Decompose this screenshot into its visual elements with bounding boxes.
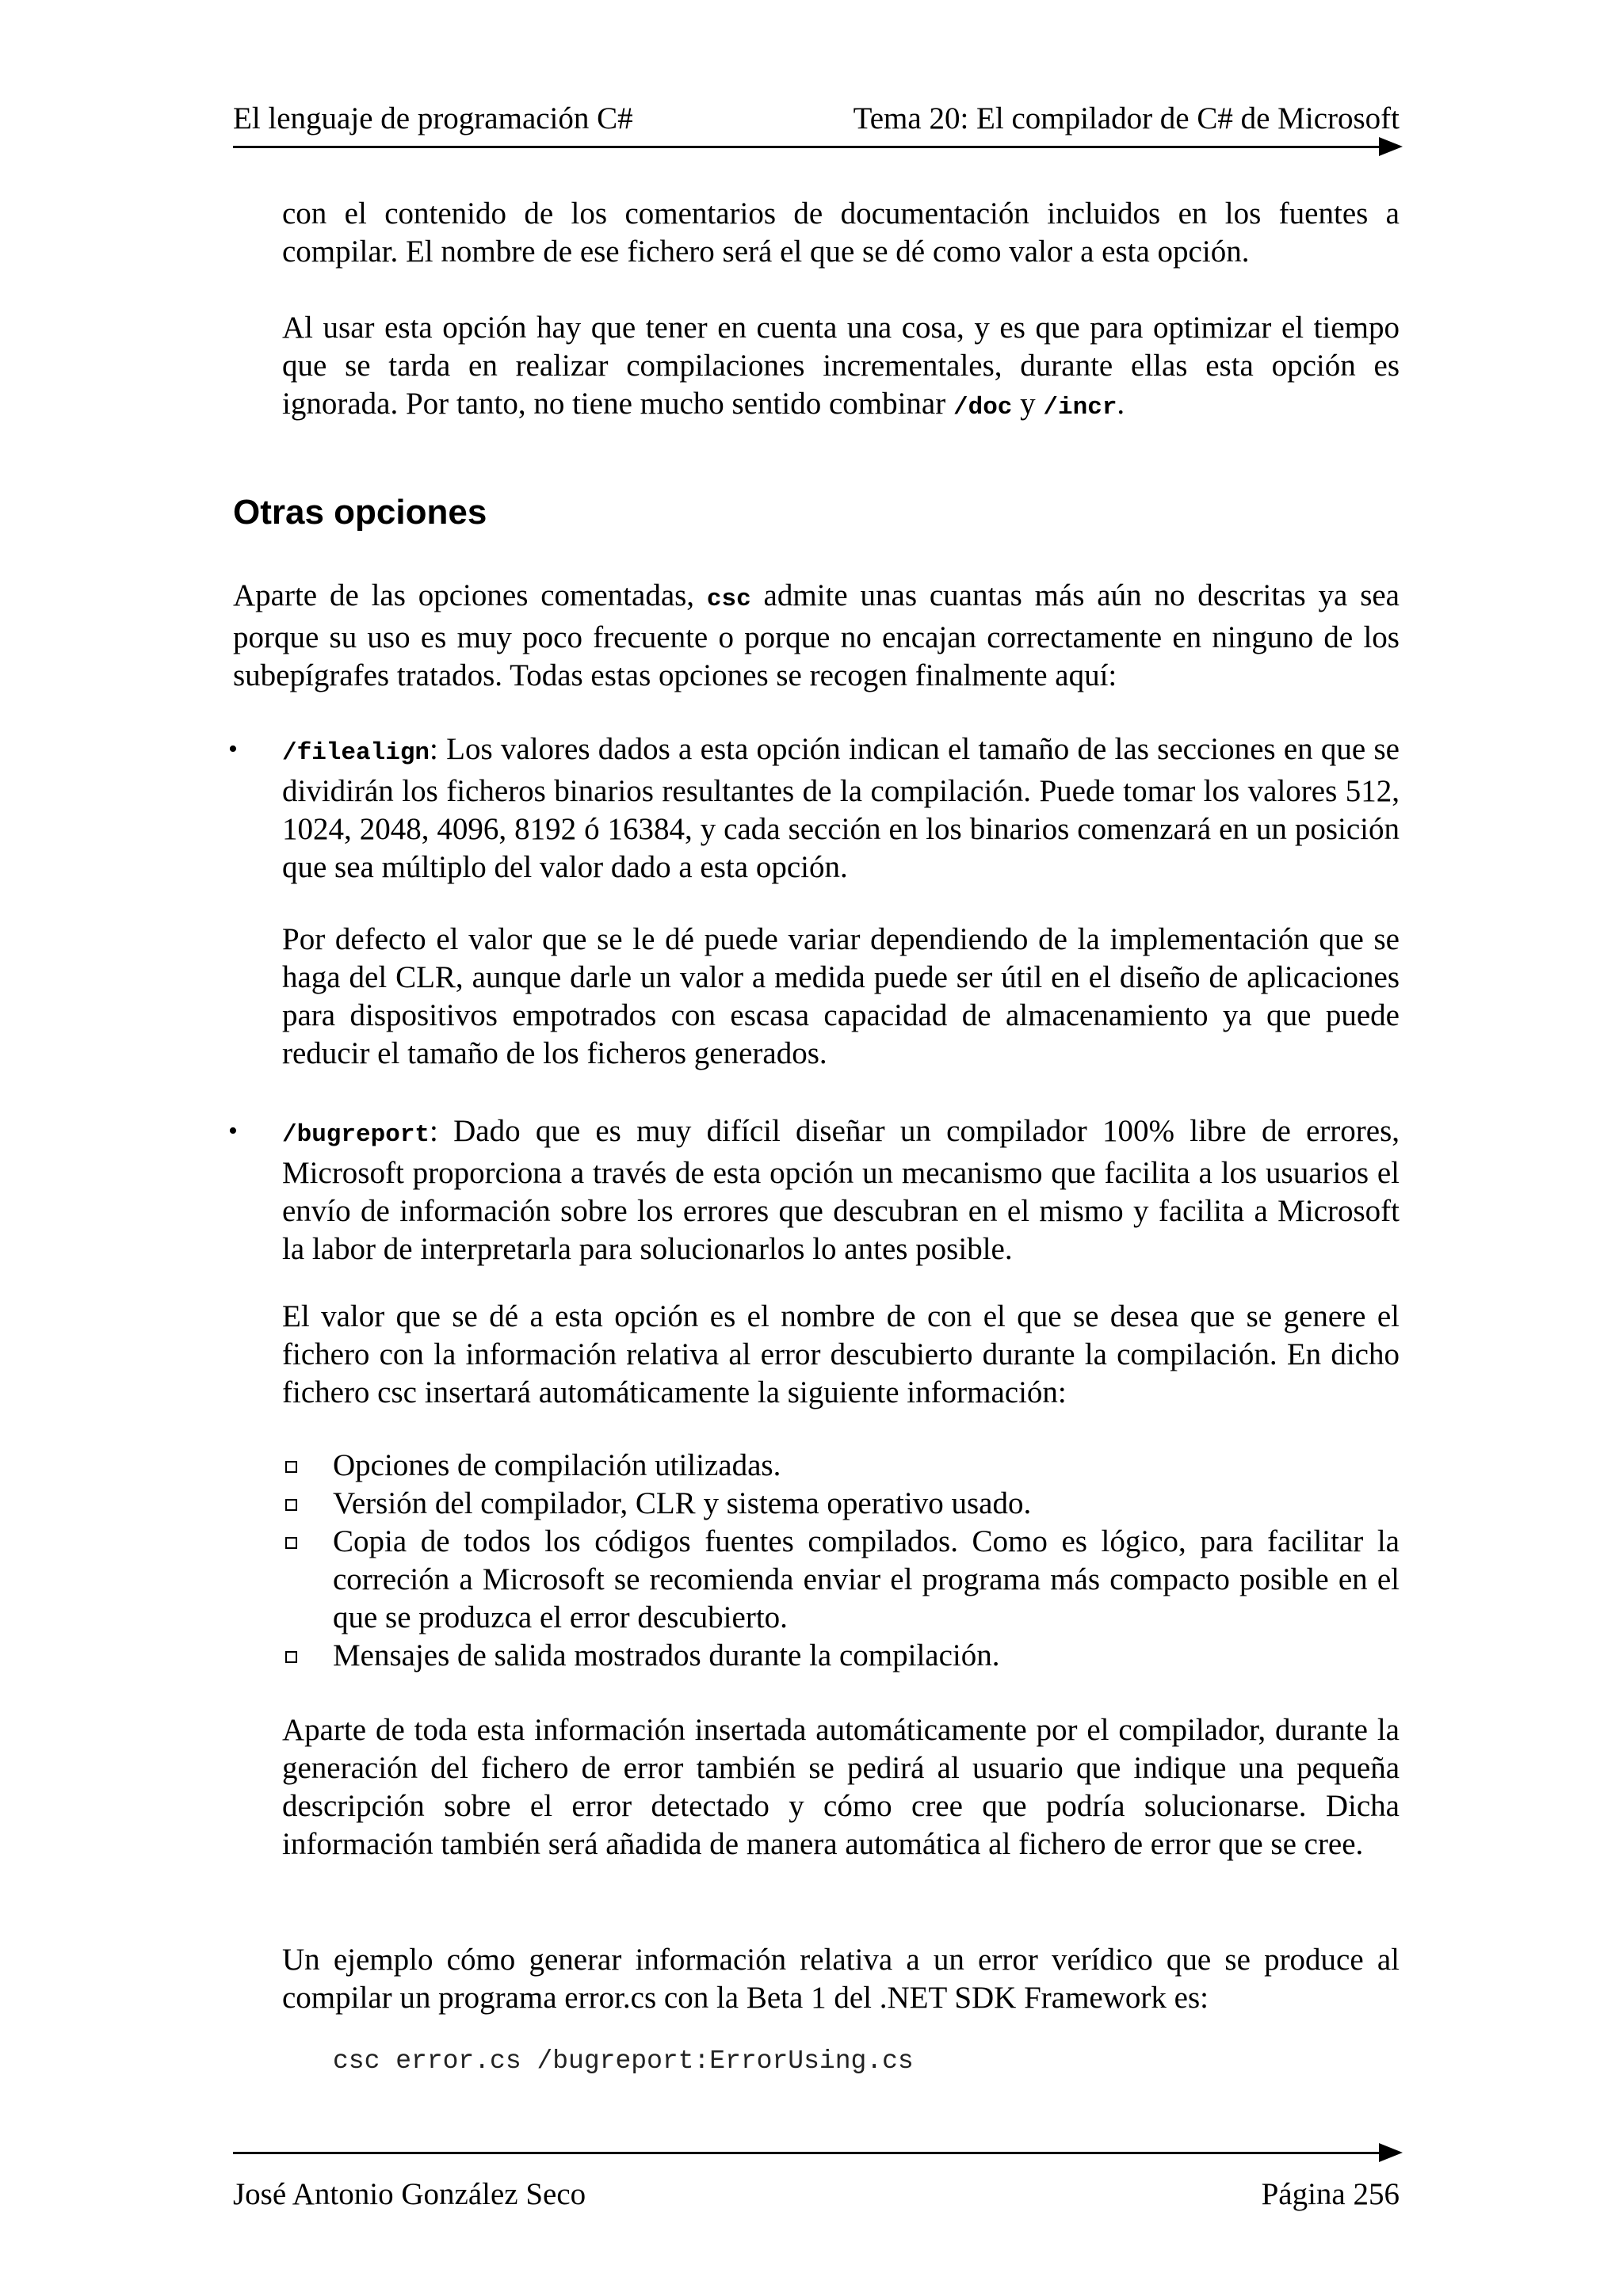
header-arrow-icon (1379, 137, 1403, 156)
section-heading: Otras opciones (233, 493, 487, 532)
bullet-icon: • (228, 1116, 238, 1146)
bullet-filealign-text: : Los valores dados a esta opción indican el tamaño de las secciones en que se dividirán los ficheros binarios resultantes de la compilación. Puede tomar los valores 512, 1024, 2048, 4096, 8192 ó 16384, y cada sección en los binarios comenzará en un posición que sea múltiplo del valor dado a esta opción. (282, 732, 1400, 884)
footer-author: José Antonio González Seco (233, 2177, 586, 2211)
section-intro-text-b: admite unas cuantas más aún no descritas ya sea porque su uso es muy poco frecuente o porque no encajan correctamente en ninguno de los subepígrafes tratados. Todas estas opciones se recogen finalmente aquí: (233, 578, 1400, 692)
page-header (233, 98, 1400, 139)
square-bullet-icon (285, 1651, 297, 1663)
header-chapter-title: Tema 20: El compilador de C# de Microsoft (853, 101, 1400, 135)
intro-p2-text-b: y (1012, 387, 1044, 421)
intro-p2-text-c: . (1117, 387, 1125, 421)
bullet-bugreport-para4: Un ejemplo cómo generar información relativa a un error verídico que se produce al compilar un programa error.cs con la Beta 1 del .NET SDK Framework es: (282, 1943, 1400, 2015)
square-bullet-icon (285, 1537, 297, 1549)
subitem-2: Versión del compilador, CLR y sistema operativo usado. (333, 1486, 1032, 1520)
footer-page-number: Página 256 (1261, 2177, 1400, 2211)
bullet-bugreport-para2: El valor que se dé a esta opción es el nombre de con el que se desea que se genere el fichero con la información relativa al error descubierto durante la compilación. En dicho fichero csc insertará automáticamente la siguiente información: (282, 1299, 1400, 1409)
header-rule (233, 146, 1385, 148)
page-footer (233, 2174, 1400, 2215)
code-csc: csc (706, 585, 751, 613)
bullet-bugreport (282, 1112, 1400, 1268)
bullet-filealign (282, 730, 1400, 887)
bullet-bugreport-text: : Dado que es muy difícil diseñar un compilador 100% libre de errores, Microsoft proporciona a través de esta opción un mecanismo que facilita a los usuarios el envío de información sobre los errores que descubran en el mismo y facilita a Microsoft la labor de interpretarla para solucionarlos lo antes posible. (282, 1114, 1400, 1266)
header-book-title: El lenguaje de programación C# (233, 101, 633, 135)
subitem-4: Mensajes de salida mostrados durante la compilación. (333, 1638, 1000, 1672)
bullet-filealign-para2: Por defecto el valor que se le dé puede variar dependiendo de la implementación que se haga del CLR, aunque darle un valor a medida puede ser útil en el diseño de aplicaciones para dispositivos empotrados con escasa capacidad de almacenamiento ya que puede reducir el tamaño de los ficheros generados. (282, 922, 1400, 1070)
footer-arrow-icon (1379, 2143, 1403, 2162)
square-bullet-icon (285, 1461, 297, 1473)
square-bullet-icon (285, 1499, 297, 1511)
section-intro-text-a: Aparte de las opciones comentadas, (233, 578, 707, 612)
code-doc: /doc (953, 394, 1013, 421)
intro-paragraph-1: con el contenido de los comentarios de documentación incluidos en los fuentes a compilar. El nombre de ese fichero será el que se dé como valor a esta opción. (282, 196, 1400, 269)
code-example: csc error.cs /bugreport:ErrorUsing.cs (333, 2046, 914, 2076)
subitem-3: Copia de todos los códigos fuentes compilados. Como es lógico, para facilitar la correción a Microsoft se recomienda enviar el programa más compacto posible en el que se produzca el error descubierto. (333, 1524, 1400, 1634)
code-filealign: /filealign (282, 739, 430, 767)
footer-rule (233, 2152, 1385, 2154)
bullet-bugreport-para3: Aparte de toda esta información insertada automáticamente por el compilador, durante la generación del fichero de error también se pedirá al usuario que indique una pequeña descripción sobre el error detectado y cómo cree que podría solucionarse. Dicha información también será añadida de manera automática al fichero de error que se cree. (282, 1713, 1400, 1861)
intro-p2-text-a: Al usar esta opción hay que tener en cuenta una cosa, y es que para optimizar el tiempo que se tarda en realizar compilaciones incrementales, durante ellas esta opción es ignorada. Por tanto, no tiene mucho sentido combinar (282, 311, 1400, 421)
subitem-1: Opciones de compilación utilizadas. (333, 1448, 781, 1482)
code-incr: /incr (1043, 394, 1117, 421)
bullet-icon: • (228, 734, 238, 764)
code-bugreport: /bugreport (282, 1121, 430, 1149)
section-intro (233, 577, 1400, 695)
intro-paragraph-2 (282, 309, 1400, 427)
